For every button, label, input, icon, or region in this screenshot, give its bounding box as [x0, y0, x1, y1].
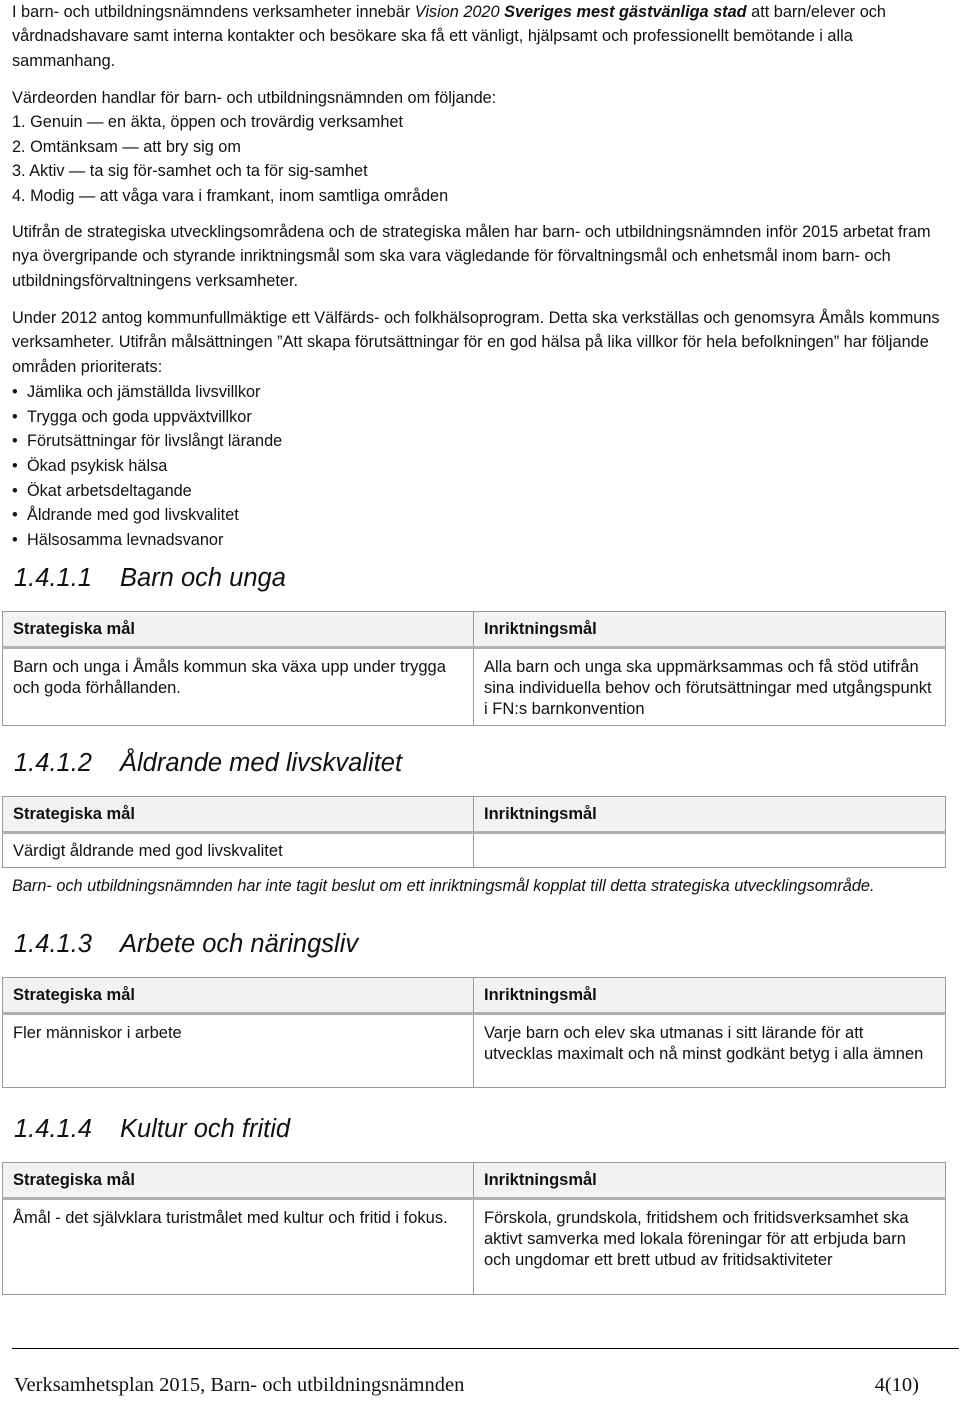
priority-item: • Trygga och goda uppväxtvillkor [12, 405, 612, 430]
section-title: Arbete och näringsliv [120, 930, 359, 958]
intro-text-after: att barn/elever och vårdnadshavare samt interna kontakter och besökare ska få ett vänligt, hjälpsamt och professionellt bemötande i alla sammanhang. [12, 3, 886, 70]
direction-goal-cell: Alla barn och unga ska uppmärksammas och få stöd utifrån sina individuella behov och förutsättningar med utgångspunkt i FN:s barnkonvention [474, 648, 946, 726]
values-heading: Värdeorden handlar för barn- och utbildningsnämnden om följande: [12, 89, 497, 107]
direction-header: Inriktningsmål [474, 1163, 946, 1199]
goals-table [2, 1162, 946, 1295]
goals-table [2, 796, 946, 868]
strategic-paragraph: Utifrån de strategiska utvecklingsområdena och de strategiska målen har barn- och utbildningsnämnden inför 2015 arbetat fram nya övergripande och styrande inriktningsmål som ska vara vägledande för förvaltningsmål och enhetsmål inom barn- och utbildningsförvaltningens verksamheter. [12, 223, 931, 290]
direction-header: Inriktningsmål [474, 978, 946, 1014]
intro-paragraph [0, 0, 960, 73]
section-title: Kultur och fritid [120, 1115, 291, 1143]
section-heading [14, 1114, 290, 1144]
strategic-header: Strategiska mål [3, 1163, 474, 1199]
section-heading [14, 929, 358, 959]
page-footer [14, 1372, 919, 1398]
footer-divider [12, 1348, 959, 1349]
goals-table [2, 977, 946, 1088]
priority-item: • Ökat arbetsdeltagande [12, 479, 612, 504]
priority-list [12, 380, 612, 553]
priority-item: • Ökad psykisk hälsa [12, 454, 612, 479]
section-title: Barn och unga [120, 564, 286, 592]
strategic-header: Strategiska mål [3, 797, 474, 833]
strategic-goal-cell: Fler människor i arbete [3, 1014, 474, 1088]
health-program-paragraph: Under 2012 antog kommunfullmäktige ett Välfärds- och folkhälsoprogram. Detta ska verkställas och genomsyra Åmåls kommuns verksamheter. Utifrån målsättningen ”Att skapa förutsättningar för en god hälsa på lika villkor för hela befolkningen” har följande områden prioriterats: [12, 309, 940, 376]
priority-item: • Hälsosamma levnadsvanor [12, 528, 612, 553]
priority-item: • Förutsättningar för livslångt lärande [12, 429, 612, 454]
section-note: Barn- och utbildningsnämnden har inte tagit beslut om ett inriktningsmål kopplat till detta strategiska utvecklingsområde. [12, 877, 875, 895]
vision-slogan: Sveriges mest gästvänliga stad [504, 3, 747, 21]
goals-table [2, 611, 946, 726]
direction-header: Inriktningsmål [474, 797, 946, 833]
values-block [0, 86, 960, 208]
strategic-goal-cell: Barn och unga i Åmåls kommun ska växa upp under trygga och goda förhållanden. [3, 648, 474, 726]
direction-goal-cell: Förskola, grundskola, fritidshem och fritidsverksamhet ska aktivt samverka med lokala föreningar för att erbjuda barn och ungdomar ett brett utbud av fritidsaktiviteter [474, 1199, 946, 1295]
value-item: 3. Aktiv — ta sig för-samhet och ta för sig-samhet [12, 162, 368, 181]
direction-goal-cell: Varje barn och elev ska utmanas i sitt lärande för att utvecklas maximalt och nå minst godkänt betyg i alla ämnen [474, 1014, 946, 1088]
page-number: 4(10) [874, 1374, 919, 1396]
section-number: 1.4.1.3 [14, 930, 92, 958]
value-item: 1. Genuin — en äkta, öppen och trovärdig verksamhet [12, 113, 403, 132]
footer-title: Verksamhetsplan 2015, Barn- och utbildningsnämnden [14, 1374, 465, 1396]
strategic-goal-cell: Åmål - det självklara turistmålet med kultur och fritid i fokus. [3, 1199, 474, 1295]
section-heading [14, 563, 286, 593]
section-heading [14, 748, 402, 778]
value-item: 2. Omtänksam — att bry sig om [12, 137, 241, 156]
strategic-header: Strategiska mål [3, 612, 474, 648]
direction-goal-cell [474, 833, 946, 868]
intro-text-before: I barn- och utbildningsnämndens verksamheter innebär [12, 3, 415, 21]
section-title: Åldrande med livskvalitet [120, 749, 403, 777]
strategic-goal-cell: Värdigt åldrande med god livskvalitet [3, 833, 474, 868]
priority-item: • Åldrande med god livskvalitet [12, 503, 612, 528]
strategic-header: Strategiska mål [3, 978, 474, 1014]
section-number: 1.4.1.1 [14, 564, 92, 592]
value-item: 4. Modig — att våga vara i framkant, inom samtliga områden [12, 186, 449, 205]
vision-name: Vision 2020 [414, 3, 500, 21]
section-number: 1.4.1.2 [14, 749, 92, 777]
section-number: 1.4.1.4 [14, 1115, 92, 1143]
priority-item: • Jämlika och jämställda livsvillkor [12, 380, 612, 405]
direction-header: Inriktningsmål [474, 612, 946, 648]
